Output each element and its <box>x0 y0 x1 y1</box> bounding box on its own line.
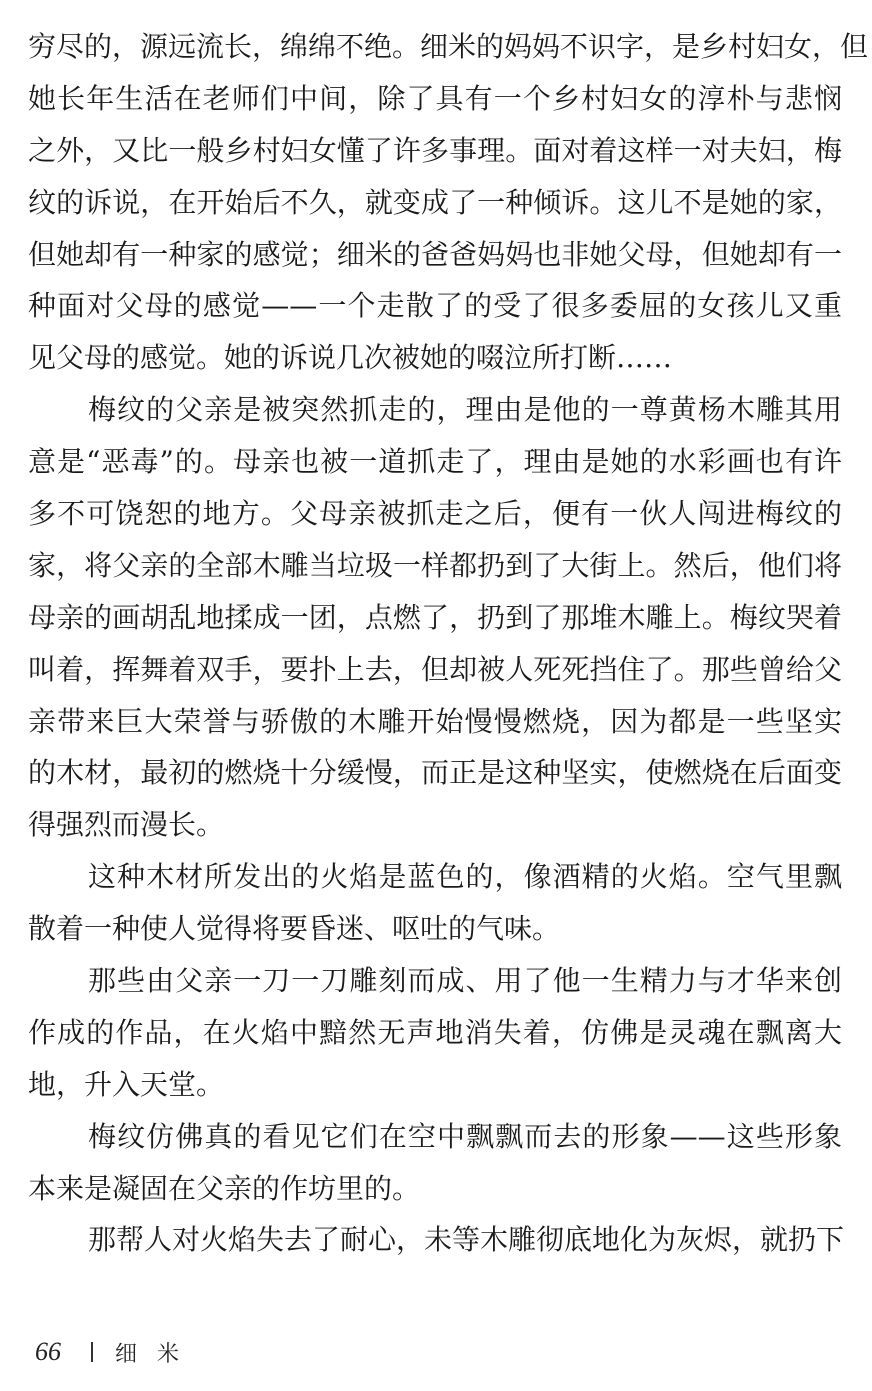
text-line: 种面对父母的感觉——一个走散了的受了很多委屈的女孩儿又重 <box>28 289 842 323</box>
text-line: 亲带来巨大荣誉与骄傲的木雕开始慢慢燃烧，因为都是一些坚实 <box>28 704 842 738</box>
text-line: 见父母的感觉。她的诉说几次被她的啜泣所打断…… <box>28 341 673 375</box>
page-body-text <box>28 21 869 1266</box>
running-title: 细米 <box>115 1341 200 1367</box>
text-line: 家，将父亲的全部木雕当垃圾一样都扔到了大街上。然后，他们将 <box>28 548 842 582</box>
text-line: 意是“恶毒”的。母亲也被一道抓走了，理由是她的水彩画也有许 <box>28 445 842 479</box>
text-line: 得强烈而漫长。 <box>28 808 225 842</box>
text-line: 穷尽的，源远流长，绵绵不绝。细米的妈妈不识字，是乡村妇女，但 <box>28 30 869 63</box>
text-line: 梅纹仿佛真的看见它们在空中飘飘而去的形象——这些形象 <box>88 1119 842 1153</box>
text-line: 的木材，最初的燃烧十分缓慢，而正是这种坚实，使燃烧在后面变 <box>28 756 842 790</box>
page-footer <box>35 1332 199 1372</box>
text-line: 本来是凝固在父亲的作坊里的。 <box>28 1171 421 1205</box>
text-line: 母亲的画胡乱地揉成一团，点燃了，扔到了那堆木雕上。梅纹哭着 <box>28 600 842 634</box>
text-line: 这种木材所发出的火焰是蓝色的，像酒精的火焰。空气里飘 <box>88 860 842 894</box>
text-line: 纹的诉说，在开始后不久，就变成了一种倾诉。这儿不是她的家， <box>28 185 842 219</box>
text-line: 她长年生活在老师们中间，除了具有一个乡村妇女的淳朴与悲悯 <box>28 81 842 115</box>
text-line: 地，升入天堂。 <box>28 1067 225 1101</box>
text-line: 那帮人对火焰失去了耐心，未等木雕彻底地化为灰烬，就扔下 <box>88 1223 845 1257</box>
footer-divider <box>91 1342 93 1362</box>
text-line: 那些由父亲一刀一刀雕刻而成、用了他一生精力与才华来创 <box>88 964 842 998</box>
page-number: 66 <box>35 1337 61 1366</box>
text-line: 作成的作品，在火焰中黯然无声地消失着，仿佛是灵魂在飘离大 <box>28 1015 842 1049</box>
text-line: 但她却有一种家的感觉；细米的爸爸妈妈也非她父母，但她却有一 <box>28 237 842 271</box>
text-line: 叫着，挥舞着双手，要扑上去，但却被人死死挡住了。那些曾给父 <box>28 652 842 686</box>
text-line: 多不可饶恕的地方。父母亲被抓走之后，便有一伙人闯进梅纹的 <box>28 497 842 531</box>
text-line: 梅纹的父亲是被突然抓走的，理由是他的一尊黄杨木雕其用 <box>88 393 842 427</box>
text-line: 之外，又比一般乡村妇女懂了许多事理。面对着这样一对夫妇，梅 <box>28 133 842 167</box>
text-line: 散着一种使人觉得将要昏迷、呕吐的气味。 <box>28 912 561 946</box>
